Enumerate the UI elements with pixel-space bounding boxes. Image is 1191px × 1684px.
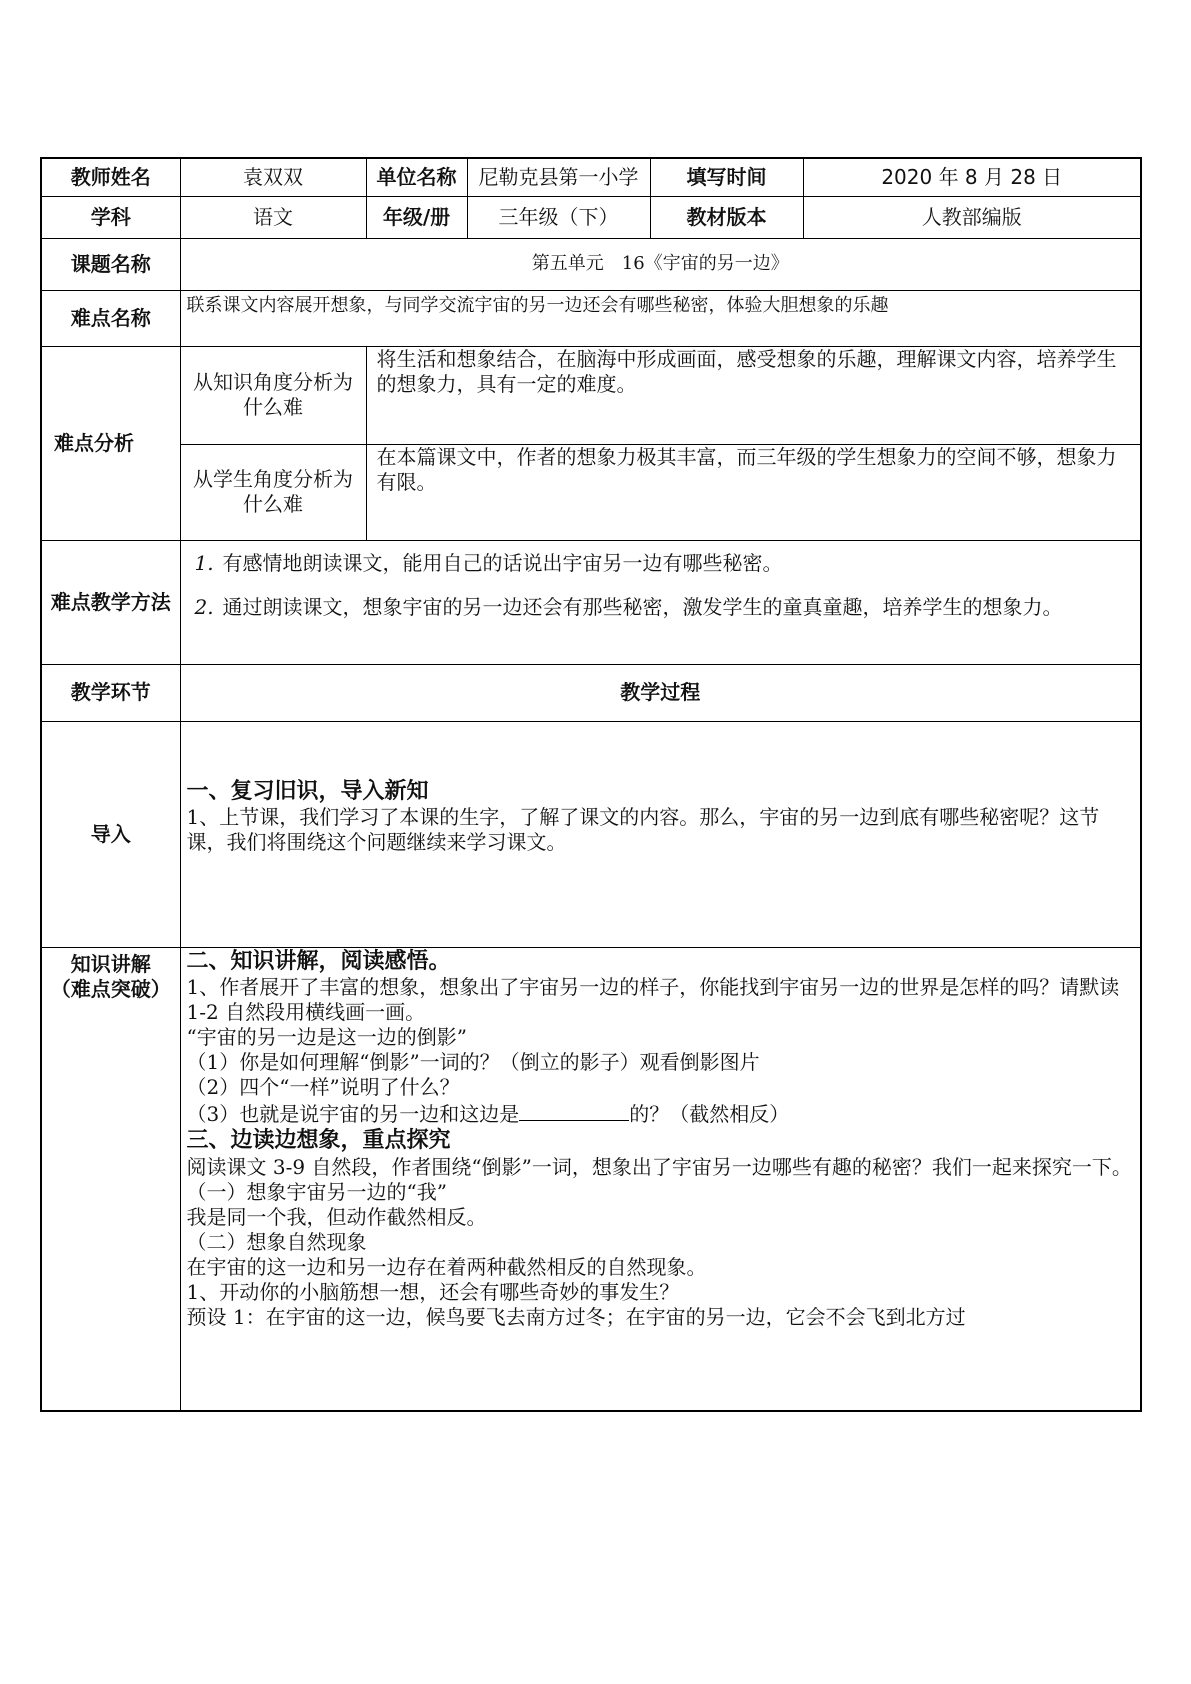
analysis-label: 难点分析 <box>41 346 180 540</box>
unit-value: 尼勒克县第一小学 <box>467 158 650 196</box>
edition-label: 教材版本 <box>650 196 803 238</box>
subject-label: 学科 <box>41 196 180 238</box>
topic-row <box>41 238 1141 290</box>
knowledge-content <box>180 947 1141 1411</box>
paragraph: （二）想象自然现象 <box>186 1229 367 1254</box>
paragraph: 阅读课文 3-9 自然段，作者围绕“倒影”一词，想象出了宇宙另一边哪些有趣的秘密？我们一起来探究一下。 <box>186 1154 1132 1179</box>
unit-label: 单位名称 <box>366 158 467 196</box>
section-heading: 二、知识讲解，阅读感悟。 <box>186 948 451 974</box>
intro-label: 导入 <box>41 721 180 947</box>
topic-label: 课题名称 <box>41 238 180 290</box>
grade-label: 年级/册 <box>366 196 467 238</box>
intro-content <box>180 721 1141 947</box>
method-content <box>180 540 1141 664</box>
knowledge-label-line2: （难点突破） <box>50 976 171 1001</box>
difficulty-value: 联系课文内容展开想象，与同学交流宇宙的另一边还会有哪些秘密，体验大胆想象的乐趣 <box>180 290 1141 346</box>
analysis-row-student <box>41 444 1141 540</box>
knowledge-row <box>41 947 1141 1411</box>
analysis-row-knowledge <box>41 346 1141 444</box>
paragraph: 在宇宙的这一边和另一边存在着两种截然相反的自然现象。 <box>186 1254 707 1279</box>
paragraph: 我是同一个我，但动作截然相反。 <box>186 1204 487 1229</box>
blank-line <box>519 1100 629 1121</box>
subject-value: 语文 <box>180 196 366 238</box>
edition-value: 人教部编版 <box>803 196 1141 238</box>
difficulty-label: 难点名称 <box>41 290 180 346</box>
teacher-label: 教师姓名 <box>41 158 180 196</box>
blank-suffix: 的？（截然相反） <box>629 1102 790 1126</box>
method-item-text: 通过朗读课文，想象宇宙的另一边还会有那些秘密，激发学生的童真童趣，培养学生的想象力。 <box>222 594 1063 619</box>
intro-text: 1、上节课，我们学习了本课的生字，了解了课文的内容。那么，宇宙的另一边到底有哪些秘密呢？这节课，我们将围绕这个问题继续来学习课文。 <box>186 805 1100 854</box>
difficulty-row <box>41 290 1141 346</box>
intro-heading: 一、复习旧识，导入新知 <box>186 778 429 804</box>
topic-value: 第五单元 16《宇宙的另一边》 <box>180 238 1141 290</box>
paragraph: 预设 1：在宇宙的这一边，候鸟要飞去南方过冬；在宇宙的另一边，它会不会飞到北方过 <box>186 1304 966 1329</box>
date-label: 填写时间 <box>650 158 803 196</box>
paragraph: （一）想象宇宙另一边的“我” <box>186 1179 447 1204</box>
paragraph: （1）你是如何理解“倒影”一词的？（倒立的影子）观看倒影图片 <box>186 1050 760 1074</box>
blank-prefix: （3）也就是说宇宙的另一边和这边是 <box>186 1102 520 1126</box>
method-item <box>187 541 1135 585</box>
header-row-1 <box>41 158 1141 196</box>
method-item <box>187 585 1135 629</box>
student-angle-text: 在本篇课文中，作者的想象力极其丰富，而三年级的学生想象力的空间不够，想象力有限。 <box>366 444 1141 540</box>
knowledge-label <box>41 947 180 1411</box>
method-row <box>41 540 1141 664</box>
lesson-plan-table <box>40 157 1142 1412</box>
paragraph: “宇宙的另一边是这一边的倒影” <box>186 1025 467 1049</box>
knowledge-angle-text: 将生活和想象结合，在脑海中形成画面，感受想象的乐趣，理解课文内容，培养学生的想象力，具有一定的难度。 <box>366 346 1141 444</box>
stage-header: 教学环节 <box>41 664 180 721</box>
method-item-number: 1. <box>194 550 214 575</box>
header-row-2 <box>41 196 1141 238</box>
grade-value: 三年级（下） <box>467 196 650 238</box>
student-angle-label: 从学生角度分析为什么难 <box>180 444 366 540</box>
process-header: 教学过程 <box>180 664 1141 721</box>
date-value: 2020 年 8 月 28 日 <box>803 158 1141 196</box>
paragraph: 1、作者展开了丰富的想象，想象出了宇宙另一边的样子，你能找到宇宙另一边的世界是怎样的吗？请默读 1-2 自然段用横线画一画。 <box>186 975 1120 1024</box>
knowledge-angle-label: 从知识角度分析为什么难 <box>180 346 366 444</box>
paragraph: 1、开动你的小脑筋想一想，还会有哪些奇妙的事发生？ <box>186 1279 680 1304</box>
section-heading: 三、边读边想象，重点探究 <box>186 1128 451 1153</box>
method-item-number: 2. <box>194 594 214 619</box>
method-label: 难点教学方法 <box>41 540 180 664</box>
intro-row <box>41 721 1141 947</box>
method-item-text: 有感情地朗读课文，能用自己的话说出宇宙另一边有哪些秘密。 <box>222 550 783 575</box>
paragraph: （2）四个“一样”说明了什么？ <box>186 1075 460 1099</box>
method-list <box>187 541 1135 629</box>
fill-blank-paragraph <box>187 1100 1135 1127</box>
knowledge-label-line1: 知识讲解 <box>70 951 151 976</box>
process-header-row <box>41 664 1141 721</box>
teacher-value: 袁双双 <box>180 158 366 196</box>
